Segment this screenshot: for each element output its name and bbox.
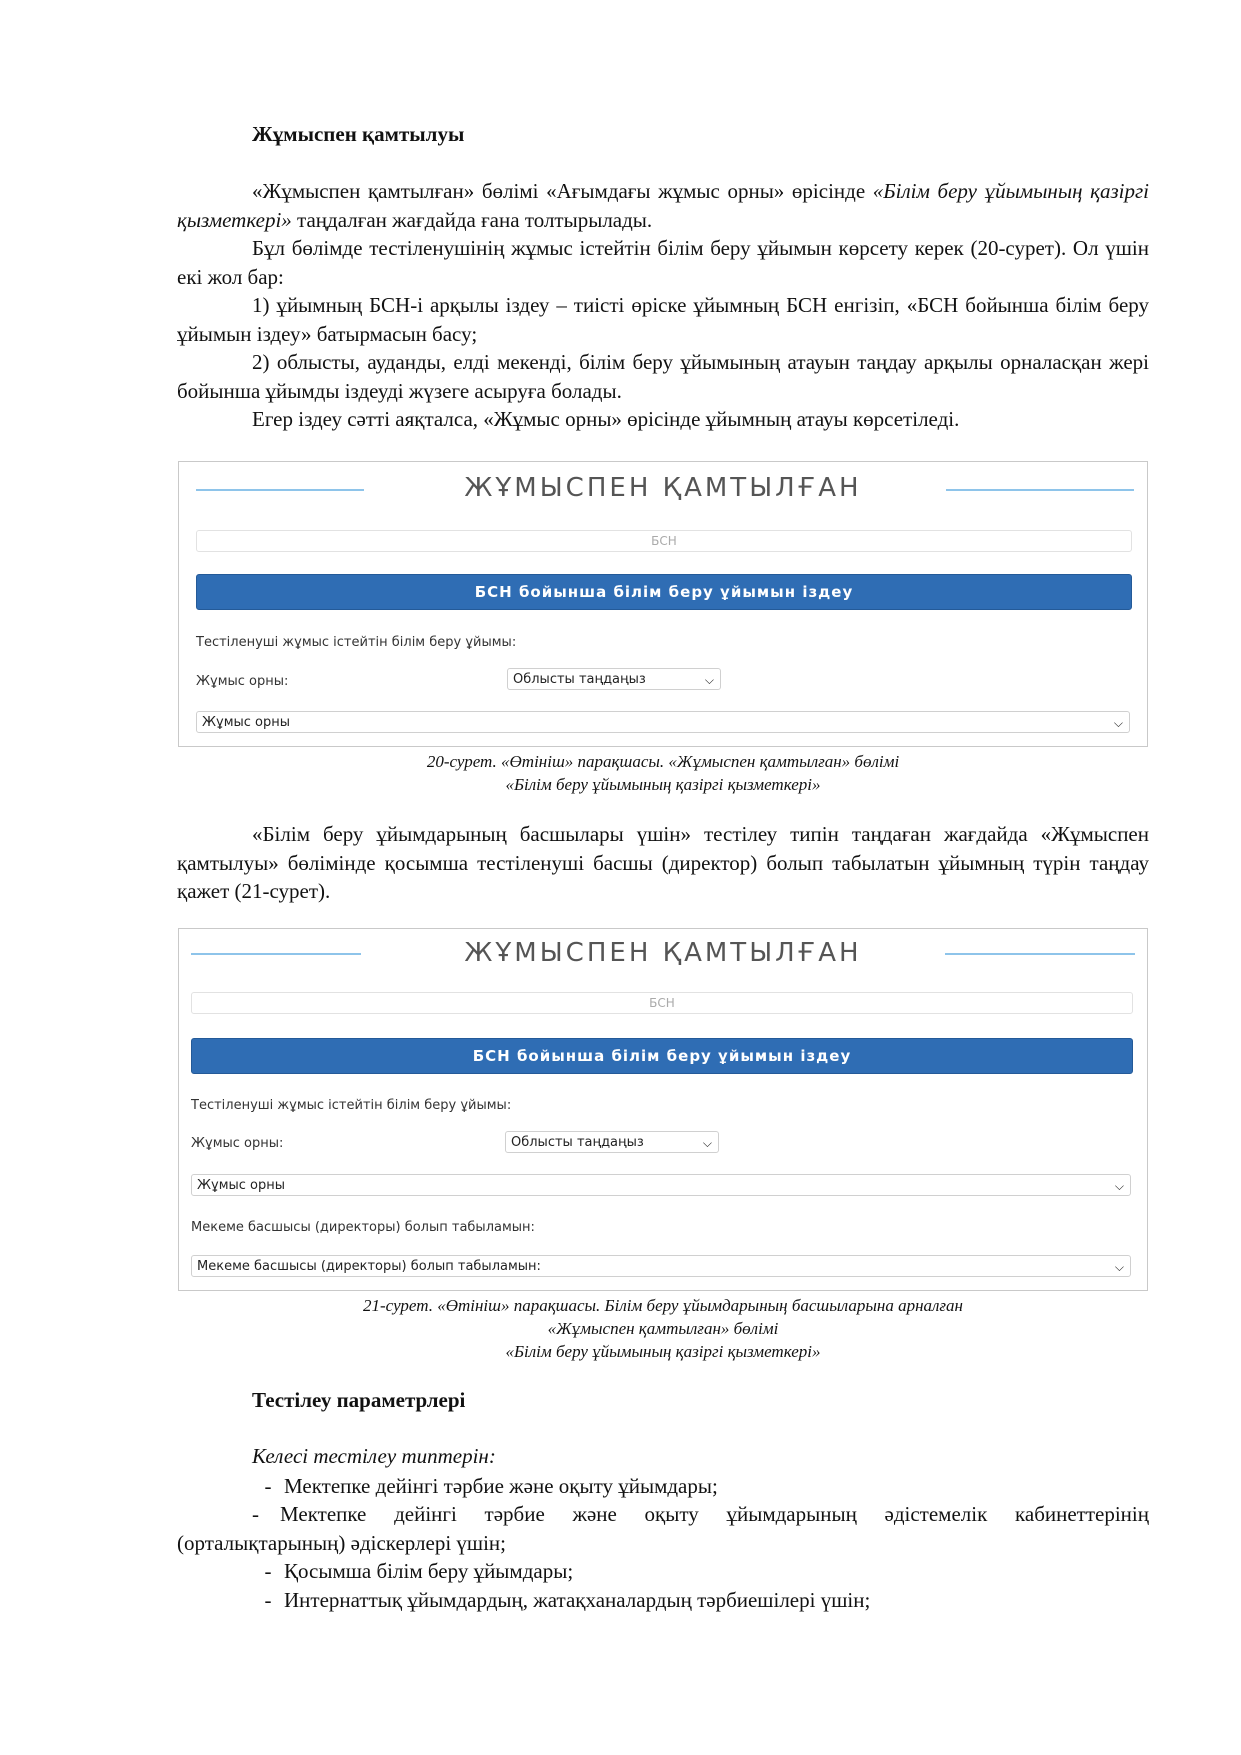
- workplace-select-value: Жұмыс орны: [197, 1178, 286, 1193]
- caption-21-line3: «Білім беру ұйымының қазіргі қызметкері»: [505, 1342, 821, 1361]
- org-label: Тестіленуші жұмыс істейтін білім беру ұйымы:: [196, 635, 517, 650]
- caption-21-line2: «Жұмыспен қамтылған» бөлімі: [547, 1319, 779, 1338]
- workplace-label: Жұмыс орны:: [191, 1136, 284, 1151]
- search-by-bin-button[interactable]: БСН бойынша білім беру ұйымын іздеу: [191, 1038, 1133, 1074]
- paragraph-5: Егер іздеу сәтті аяқталса, «Жұмыс орны» өрісінде ұйымның атауы көрсетіледі.: [252, 407, 960, 431]
- paragraph-1-tail: таңдалған жағдайда ғана толтырылады.: [291, 207, 653, 232]
- workplace-label: Жұмыс орны:: [196, 674, 289, 689]
- list-item: - Қосымша білім беру ұйымдары;: [264, 1559, 574, 1583]
- form-title: ЖҰМЫСПЕН ҚАМТЫЛҒАН: [464, 473, 862, 503]
- head-select[interactable]: [191, 1255, 1131, 1277]
- workplace-select[interactable]: [196, 711, 1130, 733]
- org-label: Тестіленуші жұмыс істейтін білім беру ұйымы:: [191, 1098, 512, 1113]
- workplace-select-value: Жұмыс орны: [202, 715, 291, 730]
- caption-21-line1: 21-сурет. «Өтініш» парақшасы. Білім беру ұйымдарының басшыларына арналған: [362, 1296, 963, 1315]
- types-intro-text: Келесі тестілеу типтерін:: [252, 1444, 496, 1468]
- paragraph-4: 2) облысты, ауданды, елді мекенді, білім беру ұйымының атауын таңдау арқылы орналасқан жері бойынша ұйымды іздеуді жүзеге асыруға болады.: [177, 350, 1149, 403]
- paragraph-2: Бұл бөлімде тестіленушінің жұмыс істейтін білім беру ұйымын көрсету керек (20-сурет). Ол үшін екі жол бар:: [177, 236, 1149, 289]
- region-select[interactable]: [505, 1131, 719, 1153]
- list-item-text: Интернаттық ұйымдардың, жатақханалардың тәрбиешілері үшін;: [284, 1588, 871, 1612]
- paragraph-1-italic: «Білім беру ұйымының қазіргі қызметкері»: [177, 179, 1149, 232]
- region-select-value: Облысты таңдаңыз: [513, 672, 646, 687]
- caption-20-line2: «Білім беру ұйымының қазіргі қызметкері»: [505, 775, 821, 794]
- figure-20-screenshot: [178, 461, 1148, 747]
- types-intro: [177, 1442, 1149, 1471]
- caption-20-line1: 20-сурет. «Өтініш» парақшасы. «Жұмыспен қамтылған» бөлімі: [426, 752, 900, 771]
- bin-input[interactable]: БСН: [191, 992, 1133, 1014]
- form-title: ЖҰМЫСПЕН ҚАМТЫЛҒАН: [464, 938, 862, 968]
- list-item: - Мектепке дейінгі тәрбие және оқыту ұйымдарының әдістемелік кабинеттерінің (орталықтарының) әдіскерлері үшін;: [177, 1502, 1149, 1555]
- paragraph-3: 1) ұйымның БСН-і арқылы іздеу – тиісті өріске ұйымның БСН енгізіп, «БСН бойынша білім беру ұйымын іздеу» батырмасын басу;: [177, 293, 1149, 346]
- list-item: - Мектепке дейінгі тәрбие және оқыту ұйымдары;: [264, 1474, 718, 1498]
- paragraph-1: [177, 177, 1149, 234]
- chevron-down-icon: ⌵: [1113, 716, 1123, 730]
- list-item-text: Мектепке дейінгі тәрбие және оқыту ұйымдарының әдістемелік кабинеттерінің (орталықтарының) әдіскерлері үшін;: [177, 1502, 1149, 1555]
- head-select-value: Мекеме басшысы (директоры) болып табыламын:: [197, 1259, 541, 1274]
- paragraph-1-text: «Жұмыспен қамтылған» бөлімі «Ағымдағы жұмыс орны» өрісінде: [252, 179, 873, 203]
- bin-input[interactable]: БСН: [196, 530, 1132, 552]
- list-item: - Интернаттық ұйымдардың, жатақханалардың тәрбиешілері үшін;: [264, 1588, 871, 1612]
- list-item-text: Қосымша білім беру ұйымдары;: [284, 1559, 574, 1583]
- heading-employment: Жұмыспен қамтылуы: [252, 122, 465, 146]
- head-label: Мекеме басшысы (директоры) болып табыламын:: [191, 1220, 535, 1235]
- region-select[interactable]: [507, 668, 721, 690]
- list-item-text: Мектепке дейінгі тәрбие және оқыту ұйымдары;: [284, 1474, 718, 1498]
- chevron-down-icon: ⌵: [704, 673, 714, 687]
- heading-testing-parameters: Тестілеу параметрлері: [252, 1388, 466, 1412]
- region-select-value: Облысты таңдаңыз: [511, 1135, 644, 1150]
- chevron-down-icon: ⌵: [1114, 1260, 1124, 1274]
- paragraph-6: «Білім беру ұйымдарының басшылары үшін» тестілеу типін таңдаған жағдайда «Жұмыспен қамтылуы» бөлімінде қосымша тестіленуші басшы (директор) болып табылатын ұйымның түрін таңдау қажет (21-сурет).: [177, 822, 1149, 903]
- workplace-select[interactable]: [191, 1174, 1131, 1196]
- chevron-down-icon: ⌵: [1114, 1179, 1124, 1193]
- search-by-bin-button[interactable]: БСН бойынша білім беру ұйымын іздеу: [196, 574, 1132, 610]
- figure-21-screenshot: [178, 928, 1148, 1291]
- chevron-down-icon: ⌵: [702, 1136, 712, 1150]
